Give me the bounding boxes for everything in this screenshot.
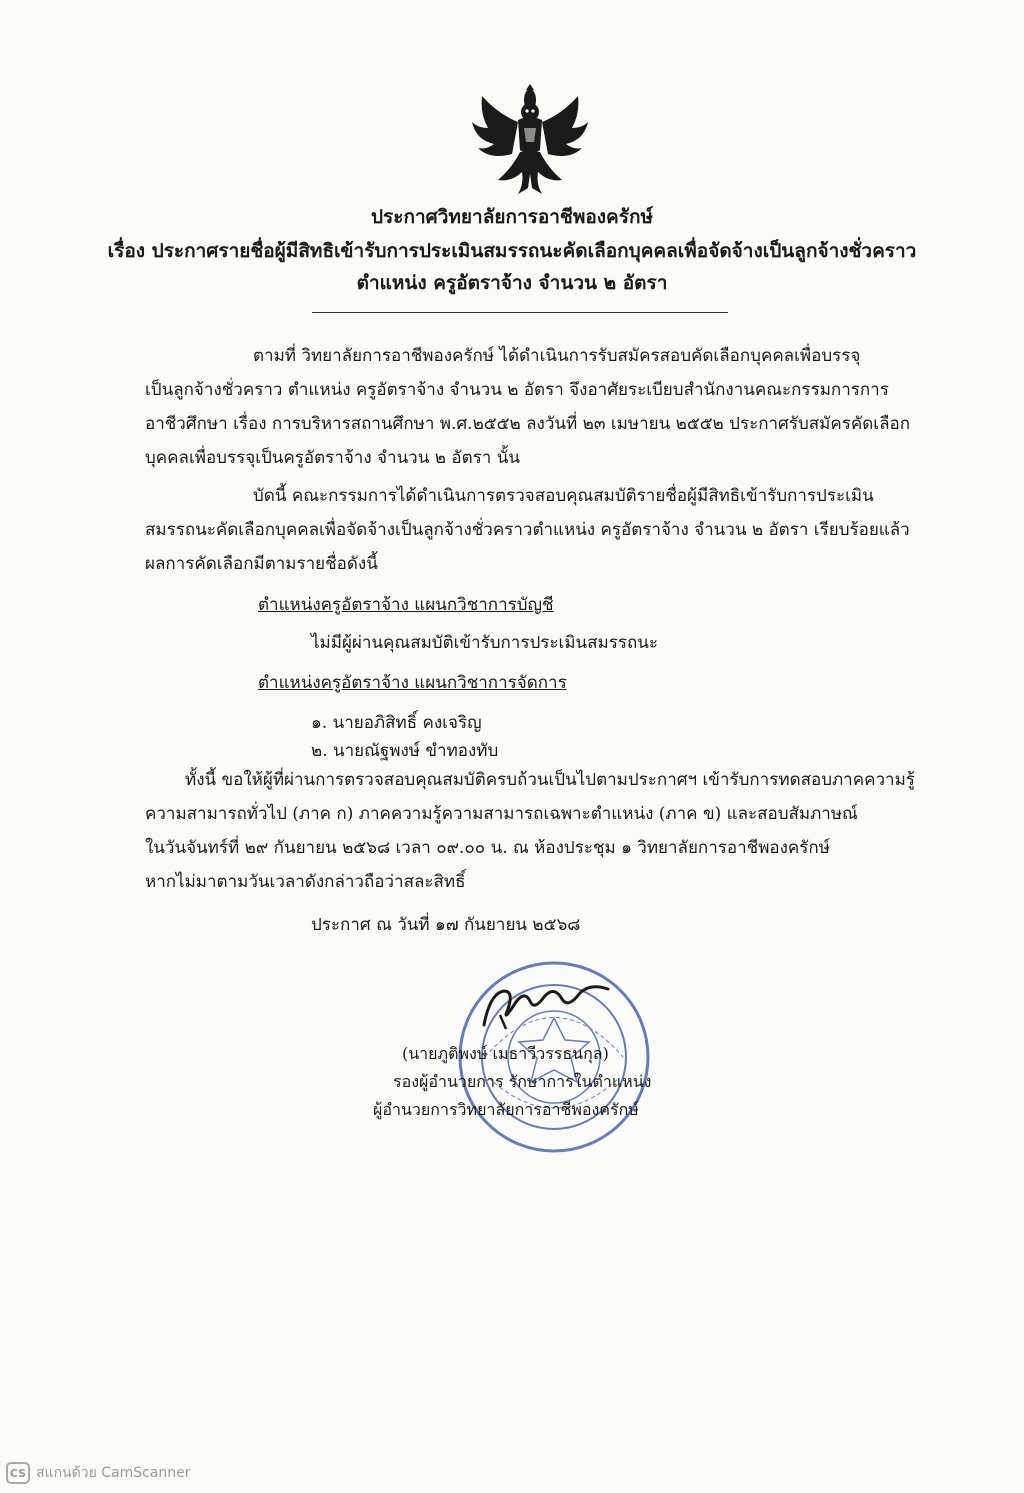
paragraph-text: ทั้งนี้ ขอให้ผู้ที่ผ่านการตรวจสอบคุณสมบัติครบถ้วนเป็นไปตามประกาศฯ เข้ารับการทดสอบภาคความรู้	[185, 770, 915, 790]
header-divider	[312, 312, 728, 313]
announcement-title: ประกาศวิทยาลัยการอาชีพองครักษ์	[371, 206, 653, 228]
paragraph-line	[145, 479, 885, 513]
paragraph-line: หากไม่มาตามวันเวลาดังกล่าวถือว่าสละสิทธิ์	[145, 872, 466, 892]
candidate-name-1: ๑. นายอภิสิทธิ์ คงเจริญ	[311, 713, 482, 733]
camscanner-footer	[6, 1461, 191, 1485]
section-heading-accounting: ตำแหน่งครูอัตราจ้าง แผนกวิชาการบัญชี	[258, 595, 554, 615]
announcement-position: ตำแหน่ง ครูอัตราจ้าง จำนวน ๒ อัตรา	[356, 272, 668, 294]
camscanner-logo-icon: CS	[6, 1462, 30, 1484]
camscanner-text: สแกนด้วย CamScanner	[36, 1465, 191, 1481]
paragraph-text: บัดนี้ คณะกรรมการได้ดำเนินการตรวจสอบคุณสมบัติรายชื่อผู้มีสิทธิเข้ารับการประเมิน	[253, 486, 874, 506]
paragraph-line	[145, 763, 915, 797]
paragraph-text: ตามที่ วิทยาลัยการอาชีพองครักษ์ ได้ดำเนินการรับสมัครสอบคัดเลือกบุคคลเพื่อบรรจุ	[253, 346, 861, 366]
paragraph-exam-schedule	[145, 763, 915, 899]
signature-icon	[470, 975, 630, 1035]
paragraph-line: ในวันจันทร์ที่ ๒๙ กันยายน ๒๕๖๘ เวลา ๐๙.๐๐ น. ณ ห้องประชุม ๑ วิทยาลัยการอาชีพองครักษ์	[145, 838, 830, 858]
paragraph-line: ความสามารถทั่วไป (ภาค ก) ภาคความรู้ความสามารถเฉพาะตำแหน่ง (ภาค ข) และสอบสัมภาษณ์	[145, 804, 858, 824]
paragraph-line	[145, 339, 885, 373]
signatory-role: รองผู้อำนวยการ รักษาการในตำแหน่ง	[393, 1072, 652, 1091]
candidate-name-2: ๒. นายณัฐพงษ์ ขำทองทับ	[311, 741, 499, 761]
paragraph-line: อาชีวศึกษา เรื่อง การบริหารสถานศึกษา พ.ศ.๒๕๕๒ ลงวันที่ ๒๓ เมษายน ๒๕๕๒ ประกาศรับสมัครคัดเลือก	[145, 414, 910, 434]
paragraph-intro	[145, 339, 910, 475]
paragraph-result	[145, 479, 910, 581]
paragraph-line: เป็นลูกจ้างชั่วคราว ตำแหน่ง ครูอัตราจ้าง จำนวน ๒ อัตรา จึงอาศัยระเบียบสำนักงานคณะกรรมการการ	[145, 380, 889, 400]
paragraph-line: บุคคลเพื่อบรรจุเป็นครูอัตราจ้าง จำนวน ๒ อัตรา นั้น	[145, 448, 520, 468]
garuda-emblem-icon	[468, 84, 592, 196]
paragraph-line: สมรรถนะคัดเลือกบุคคลเพื่อจัดจ้างเป็นลูกจ้างชั่วคราวตำแหน่ง ครูอัตราจ้าง จำนวน ๒ อัตรา เรียบร้อยแล้ว	[145, 520, 910, 540]
signatory-name: (นายภูติพงษ์ เมธาวีวรรธนกุล)	[402, 1044, 609, 1063]
accounting-note: ไม่มีผู้ผ่านคุณสมบัติเข้ารับการประเมินสมรรถนะ	[311, 633, 659, 653]
paragraph-line: ผลการคัดเลือกมีตามรายชื่อดังนี้	[145, 554, 378, 574]
section-heading-management: ตำแหน่งครูอัตราจ้าง แผนกวิชาการจัดการ	[258, 673, 567, 693]
signatory-title: ผู้อำนวยการวิทยาลัยการอาชีพองครักษ์	[373, 1100, 639, 1119]
announcement-subject: เรื่อง ประกาศรายชื่อผู้มีสิทธิเข้ารับการประเมินสมรรถนะคัดเลือกบุคคลเพื่อจัดจ้างเป็นลูกจ้างชั่วคราว	[107, 240, 917, 262]
announcement-date: ประกาศ ณ วันที่ ๑๗ กันยายน ๒๕๖๘	[311, 915, 581, 935]
